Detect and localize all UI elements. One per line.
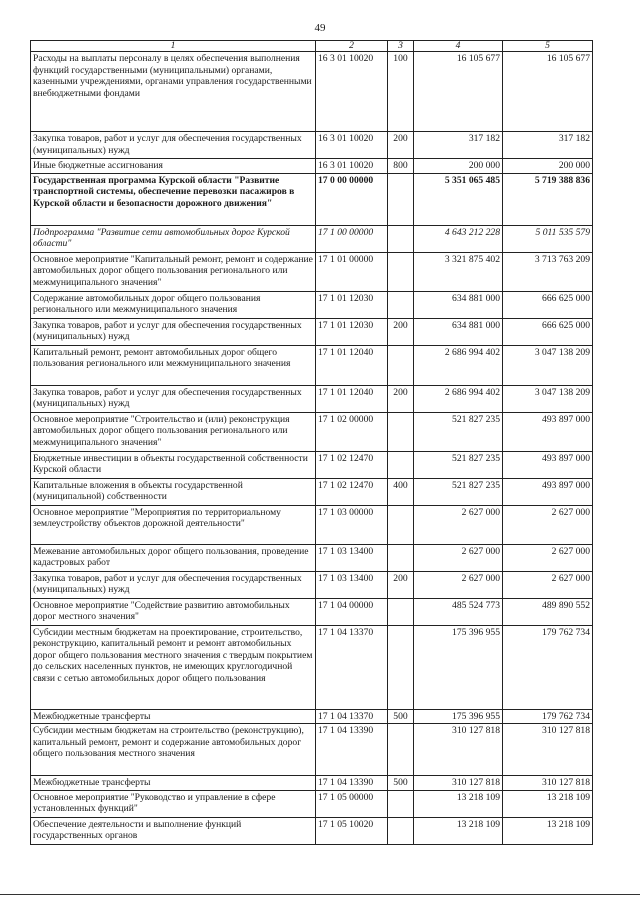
row-name-cell: Основное мероприятие "Мероприятия по территориальному землеустройству объектов дорожной деятельности" (31, 505, 316, 544)
row-expense-type-cell (388, 252, 414, 291)
row-amount-2-cell: 2 627 000 (503, 571, 593, 598)
row-amount-1-cell: 485 524 773 (414, 598, 503, 625)
row-expense-type-cell (388, 544, 414, 571)
row-amount-2-cell: 666 625 000 (503, 318, 593, 345)
row-code-cell: 17 1 05 10020 (316, 817, 388, 844)
row-name-cell: Расходы на выплаты персоналу в целях обеспечения выполнения функций государственными (муниципальными) органами, казенными учреждениями, органами управления государственными внебюджетными фондами (31, 52, 316, 132)
header-col-1: 1 (31, 41, 316, 52)
row-amount-1-cell: 634 881 000 (414, 318, 503, 345)
table-row (31, 625, 593, 709)
row-name-cell: Субсидии местным бюджетам на проектирование, строительство, реконструкцию, капитальный ремонт и ремонт автомобильных дорог общего пользования местного значения с твердым покрытием до сельских населенных пунктов, не имеющих круглогодичной связи с сетью автомобильных дорог общего пользования (31, 625, 316, 709)
row-amount-1-cell: 310 127 818 (414, 776, 503, 791)
row-amount-1-cell: 3 321 875 402 (414, 252, 503, 291)
row-name-cell: Иные бюджетные ассигнования (31, 159, 316, 174)
table-row (31, 571, 593, 598)
row-amount-1-cell: 200 000 (414, 159, 503, 174)
row-expense-type-cell (388, 625, 414, 709)
row-amount-1-cell: 13 218 109 (414, 790, 503, 817)
row-amount-1-cell: 175 396 955 (414, 709, 503, 724)
row-expense-type-cell (388, 345, 414, 385)
row-code-cell: 17 1 03 13400 (316, 544, 388, 571)
row-expense-type-cell (388, 451, 414, 478)
row-amount-2-cell: 493 897 000 (503, 451, 593, 478)
row-name-cell: Содержание автомобильных дорог общего пользования регионального или межмуниципального значения (31, 291, 316, 318)
row-amount-2-cell: 13 218 109 (503, 817, 593, 844)
row-expense-type-cell (388, 817, 414, 844)
row-name-cell: Обеспечение деятельности и выполнение функций государственных органов (31, 817, 316, 844)
row-amount-2-cell: 3 047 138 209 (503, 345, 593, 385)
row-code-cell: 17 1 01 12040 (316, 345, 388, 385)
row-name-cell: Подпрограмма "Развитие сети автомобильных дорог Курской области" (31, 225, 316, 252)
row-amount-2-cell: 5 011 535 579 (503, 225, 593, 252)
row-amount-2-cell: 5 719 388 836 (503, 173, 593, 225)
table-row (31, 412, 593, 451)
row-name-cell: Субсидии местным бюджетам на строительство (реконструкцию), капитальный ремонт, ремонт и содержание автомобильных дорог общего пользования местного значения (31, 724, 316, 776)
header-col-3: 3 (388, 41, 414, 52)
row-code-cell: 17 1 04 13390 (316, 776, 388, 791)
row-name-cell: Основное мероприятие "Строительство и (или) реконструкция автомобильных дорог общего пользования регионального или межмуниципального значения" (31, 412, 316, 451)
row-name-cell: Основное мероприятие "Руководство и управление в сфере установленных функций" (31, 790, 316, 817)
row-code-cell: 17 0 00 00000 (316, 173, 388, 225)
row-expense-type-cell (388, 291, 414, 318)
row-code-cell: 17 1 01 00000 (316, 252, 388, 291)
row-name-cell: Бюджетные инвестиции в объекты государственной собственности Курской области (31, 451, 316, 478)
row-amount-2-cell: 16 105 677 (503, 52, 593, 132)
row-expense-type-cell (388, 505, 414, 544)
row-name-cell: Межбюджетные трансферты (31, 709, 316, 724)
row-amount-1-cell: 2 627 000 (414, 571, 503, 598)
row-amount-2-cell: 200 000 (503, 159, 593, 174)
row-amount-2-cell: 310 127 818 (503, 724, 593, 776)
row-amount-1-cell: 310 127 818 (414, 724, 503, 776)
row-amount-2-cell: 493 897 000 (503, 478, 593, 505)
table-row (31, 451, 593, 478)
table-row (31, 790, 593, 817)
row-code-cell: 17 1 00 00000 (316, 225, 388, 252)
row-code-cell: 17 1 01 12030 (316, 318, 388, 345)
row-name-cell: Закупка товаров, работ и услуг для обеспечения государственных (муниципальных) нужд (31, 571, 316, 598)
row-name-cell: Закупка товаров, работ и услуг для обеспечения государственных (муниципальных) нужд (31, 318, 316, 345)
page-number: 49 (314, 22, 326, 34)
row-expense-type-cell: 500 (388, 709, 414, 724)
row-amount-2-cell: 3 713 763 209 (503, 252, 593, 291)
row-amount-2-cell: 310 127 818 (503, 776, 593, 791)
row-amount-1-cell: 521 827 235 (414, 478, 503, 505)
table-row (31, 776, 593, 791)
row-name-cell: Основное мероприятие "Капитальный ремонт, ремонт и содержание автомобильных дорог общего пользования регионального или межмуниципального значения" (31, 252, 316, 291)
row-expense-type-cell (388, 412, 414, 451)
row-amount-2-cell: 179 762 734 (503, 625, 593, 709)
table-row (31, 132, 593, 159)
row-expense-type-cell (388, 724, 414, 776)
row-code-cell: 17 1 02 12470 (316, 451, 388, 478)
row-amount-2-cell: 317 182 (503, 132, 593, 159)
table-row (31, 817, 593, 844)
row-code-cell: 17 1 04 13370 (316, 709, 388, 724)
row-code-cell: 17 1 05 00000 (316, 790, 388, 817)
row-code-cell: 16 3 01 10020 (316, 159, 388, 174)
row-expense-type-cell: 500 (388, 776, 414, 791)
row-name-cell: Межевание автомобильных дорог общего пользования, проведение кадастровых работ (31, 544, 316, 571)
row-amount-2-cell: 493 897 000 (503, 412, 593, 451)
row-amount-2-cell: 179 762 734 (503, 709, 593, 724)
row-code-cell: 16 3 01 10020 (316, 132, 388, 159)
row-amount-1-cell: 2 627 000 (414, 544, 503, 571)
row-name-cell: Капитальные вложения в объекты государственной (муниципальной) собственности (31, 478, 316, 505)
row-amount-1-cell: 2 686 994 402 (414, 345, 503, 385)
table-row (31, 225, 593, 252)
header-col-5: 5 (503, 41, 593, 52)
row-name-cell: Капитальный ремонт, ремонт автомобильных дорог общего пользования регионального или межмуниципального значения (31, 345, 316, 385)
budget-table (30, 40, 593, 845)
row-expense-type-cell (388, 790, 414, 817)
row-expense-type-cell (388, 225, 414, 252)
row-expense-type-cell: 200 (388, 385, 414, 412)
table-row (31, 345, 593, 385)
row-amount-2-cell: 489 890 552 (503, 598, 593, 625)
row-expense-type-cell (388, 598, 414, 625)
table-row (31, 159, 593, 174)
row-code-cell: 16 3 01 10020 (316, 52, 388, 132)
row-code-cell: 17 1 02 00000 (316, 412, 388, 451)
row-amount-1-cell: 16 105 677 (414, 52, 503, 132)
table-header-row (31, 41, 593, 52)
row-expense-type-cell: 800 (388, 159, 414, 174)
table-row (31, 478, 593, 505)
row-amount-2-cell: 3 047 138 209 (503, 385, 593, 412)
row-expense-type-cell (388, 173, 414, 225)
row-name-cell: Основное мероприятие "Содействие развитию автомобильных дорог местного значения" (31, 598, 316, 625)
row-code-cell: 17 1 04 00000 (316, 598, 388, 625)
row-expense-type-cell: 200 (388, 571, 414, 598)
row-amount-2-cell: 666 625 000 (503, 291, 593, 318)
table-row (31, 505, 593, 544)
table-row (31, 291, 593, 318)
row-code-cell: 17 1 03 13400 (316, 571, 388, 598)
row-code-cell: 17 1 04 13370 (316, 625, 388, 709)
row-code-cell: 17 1 03 00000 (316, 505, 388, 544)
row-amount-1-cell: 2 686 994 402 (414, 385, 503, 412)
row-amount-1-cell: 521 827 235 (414, 451, 503, 478)
row-code-cell: 17 1 04 13390 (316, 724, 388, 776)
bottom-rule (0, 894, 640, 895)
header-col-4: 4 (414, 41, 503, 52)
table-row (31, 173, 593, 225)
row-name-cell: Закупка товаров, работ и услуг для обеспечения государственных (муниципальных) нужд (31, 385, 316, 412)
table-row (31, 318, 593, 345)
row-name-cell: Государственная программа Курской области "Развитие транспортной системы, обеспечение перевозки пасажиров в Курской области и безопасности дорожного движения" (31, 173, 316, 225)
row-amount-1-cell: 13 218 109 (414, 817, 503, 844)
table-row (31, 598, 593, 625)
table-row (31, 385, 593, 412)
header-col-2: 2 (316, 41, 388, 52)
row-amount-1-cell: 634 881 000 (414, 291, 503, 318)
row-expense-type-cell: 400 (388, 478, 414, 505)
row-amount-1-cell: 521 827 235 (414, 412, 503, 451)
row-name-cell: Закупка товаров, работ и услуг для обеспечения государственных (муниципальных) нужд (31, 132, 316, 159)
row-expense-type-cell: 200 (388, 132, 414, 159)
row-amount-1-cell: 5 351 065 485 (414, 173, 503, 225)
row-code-cell: 17 1 01 12040 (316, 385, 388, 412)
row-code-cell: 17 1 02 12470 (316, 478, 388, 505)
table-row (31, 52, 593, 132)
row-expense-type-cell: 200 (388, 318, 414, 345)
row-code-cell: 17 1 01 12030 (316, 291, 388, 318)
table-row (31, 724, 593, 776)
row-amount-2-cell: 13 218 109 (503, 790, 593, 817)
row-amount-1-cell: 317 182 (414, 132, 503, 159)
row-expense-type-cell: 100 (388, 52, 414, 132)
table-row (31, 544, 593, 571)
row-amount-1-cell: 4 643 212 228 (414, 225, 503, 252)
row-amount-1-cell: 2 627 000 (414, 505, 503, 544)
row-name-cell: Межбюджетные трансферты (31, 776, 316, 791)
row-amount-2-cell: 2 627 000 (503, 544, 593, 571)
row-amount-1-cell: 175 396 955 (414, 625, 503, 709)
table-row (31, 709, 593, 724)
table-row (31, 252, 593, 291)
row-amount-2-cell: 2 627 000 (503, 505, 593, 544)
